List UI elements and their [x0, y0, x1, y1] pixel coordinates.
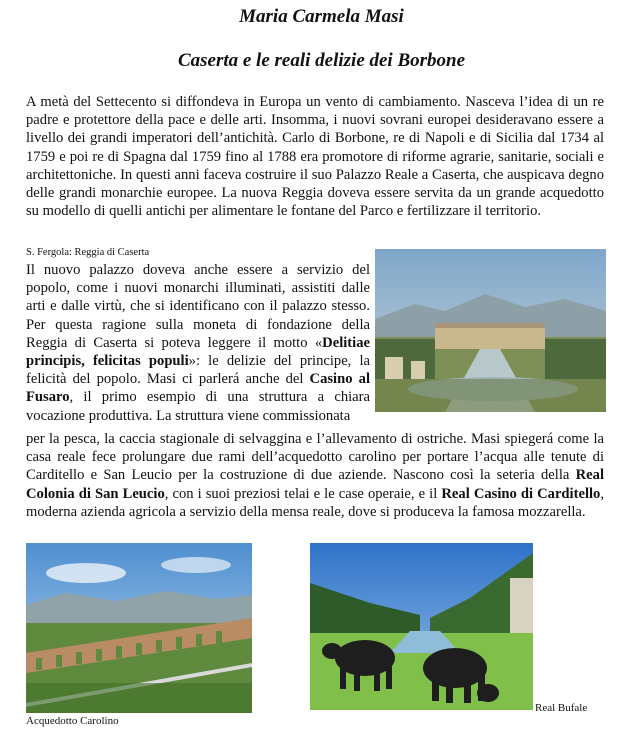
bufale-photo-image — [310, 543, 533, 710]
casino-carditello-text: Real Casino di Carditello — [441, 485, 601, 502]
bufale-caption: Real Bufale — [535, 702, 588, 714]
colonia-san-leucio-text: Real Colonia di San Leucio — [26, 467, 604, 502]
reggia-caption: S. Fergola: Reggia di Caserta — [26, 247, 150, 258]
acquedotto-caption: Acquedotto Carolino — [26, 715, 119, 727]
continuation-text-tail: , moderna azienda agricola a servizio della mensa reale, dove si produceva la famosa mozzarella. — [26, 485, 605, 520]
author-name: Maria Carmela Masi — [239, 6, 404, 27]
casino-fusaro-text: Casino al Fusaro — [26, 371, 370, 406]
palace-paragraph — [26, 261, 370, 425]
acquedotto-photo-image — [26, 543, 252, 713]
continuation-text-lead: per la pesca, la caccia stagionale di selvaggina e l’allevamento di ostriche. Masi spiegerá come la casa reale fece prolungare due rami dell’acquedotto carolino per portare l’acqua alle tenute di Carditello e San Leucio per la costruzione di due aziende. Nascono così la seteria della — [26, 431, 604, 484]
article-title: Caserta e le reali delizie dei Borbone — [177, 50, 466, 71]
palace-text-tail: , il primo esempio di una struttura a chiara vocazione produttiva. La struttura viene commissionata — [26, 389, 370, 424]
palace-text-mid: »: le delizie del principe, la felicità del popolo. Masi ci parlerá anche del — [26, 353, 371, 388]
continuation-paragraph — [26, 430, 604, 521]
intro-paragraph: A metà del Settecento si diffondeva in Europa un vento di cambiamento. Nasceva l’idea di un re padre e protettore della pace e delle arti. Insomma, i nuovi sovrani europei desideravano essere a livello dei grandi imperatori dell’antichità. Carlo di Borbone, re di Napoli e di Sicilia dal 1734 al 1759 e poi re di Spagna dal 1759 fino al 1788 era promotore di riforme agrarie, sanitarie, sociali e architettoniche. In questi anni faceva costruire il suo Palazzo Reale a Caserta, che auspicava degno delle grandi monarchie europee. La nuova Reggia doveva essere servita da un grande acquedotto su modello di quelli antichi per alimentare le fontane del Parco e fertilizzare il territorio. — [26, 94, 604, 220]
continuation-text-mid: , con i suoi preziosi telai e le case operaie, e il — [164, 485, 442, 502]
reggia-painting-image — [375, 249, 606, 412]
palace-text-lead: Il nuovo palazzo doveva anche essere a servizio del popolo, come i nuovi monarchi illuminati, assistiti dalle arti e dalle virtù, che si identificano con il palazzo stesso. Per questa ragione sulla moneta di fondazione della Reggia di Caserta si poteva leggere il motto « — [26, 262, 370, 351]
motto-text: Delitiae principis, felicitas populi — [26, 334, 370, 370]
